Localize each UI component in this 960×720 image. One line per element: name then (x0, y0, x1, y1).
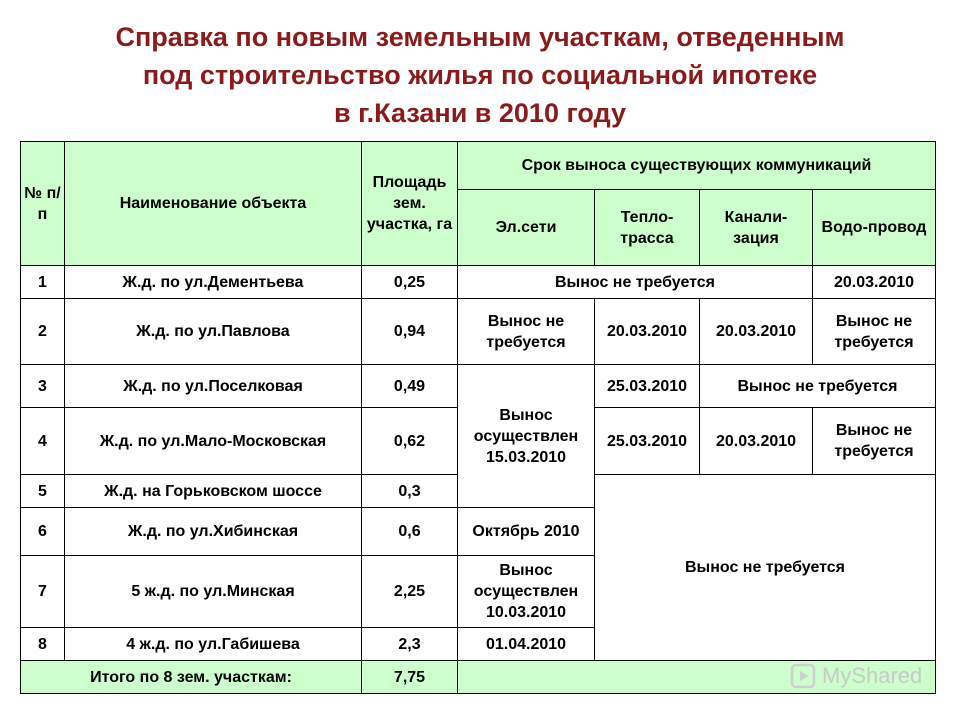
row-el: 01.04.2010 (458, 628, 595, 661)
row-water: Вынос не требуется (813, 408, 936, 475)
row-num: 6 (21, 508, 65, 556)
table-row (21, 299, 936, 365)
row-name: Ж.д. по ул.Павлова (65, 299, 362, 365)
row-water: 20.03.2010 (813, 266, 936, 299)
row-num: 5 (21, 475, 65, 508)
row-sewer: 20.03.2010 (700, 299, 813, 365)
header-name: Наименование объекта (65, 142, 362, 266)
title-line-3: в г.Казани в 2010 году (334, 98, 626, 128)
row-num: 1 (21, 266, 65, 299)
row-el: Вынос осуществлен 10.03.2010 (458, 556, 595, 628)
watermark (790, 661, 922, 691)
row-area: 2,25 (362, 556, 458, 628)
header-num: № п/п (21, 142, 65, 266)
row-area: 0,25 (362, 266, 458, 299)
row-num: 7 (21, 556, 65, 628)
row-name: Ж.д. по ул.Хибинская (65, 508, 362, 556)
row-area: 0,62 (362, 408, 458, 475)
row-water: Вынос не требуется (813, 299, 936, 365)
myshared-logo-icon (790, 663, 816, 689)
row-sewer-water: Вынос не требуется (700, 365, 936, 408)
row-area: 0,6 (362, 508, 458, 556)
row-num: 8 (21, 628, 65, 661)
title-line-2: под строительство жилья по социальной ипотеке (142, 60, 818, 90)
title-line-1: Справка по новым земельным участкам, отведенным (115, 22, 845, 52)
header-group: Срок выноса существующих коммуникаций (458, 142, 936, 190)
row-num: 2 (21, 299, 65, 365)
row-area: 0,49 (362, 365, 458, 408)
row-area: 2,3 (362, 628, 458, 661)
row-name: Ж.д. по ул.Дементьева (65, 266, 362, 299)
table-row (21, 365, 936, 408)
header-heat: Тепло-трасса (595, 190, 700, 266)
row-num: 4 (21, 408, 65, 475)
row-heat: 25.03.2010 (595, 365, 700, 408)
merged-status-rows-5-8: Вынос не требуется (595, 475, 936, 661)
row-name: 4 ж.д. по ул.Габишева (65, 628, 362, 661)
row-num: 3 (21, 365, 65, 408)
total-value: 7,75 (362, 661, 458, 694)
header-sewer: Канали-зация (700, 190, 813, 266)
row-name: 5 ж.д. по ул.Минская (65, 556, 362, 628)
row-name: Ж.д. по ул.Мало-Московская (65, 408, 362, 475)
row-merged-status: Вынос не требуется (458, 266, 813, 299)
page-title (0, 18, 960, 132)
header-el: Эл.сети (458, 190, 595, 266)
watermark-text: MyShared (822, 663, 923, 688)
header-water: Водо-провод (813, 190, 936, 266)
total-label: Итого по 8 зем. участкам: (21, 661, 362, 694)
header-area: Площадь зем. участка, га (362, 142, 458, 266)
row-sewer: 20.03.2010 (700, 408, 813, 475)
table-row (21, 266, 936, 299)
row-heat: 25.03.2010 (595, 408, 700, 475)
row-el: Октябрь 2010 (458, 508, 595, 556)
row-area: 0,3 (362, 475, 458, 508)
land-plots-table (20, 141, 936, 694)
row-area: 0,94 (362, 299, 458, 365)
row-name: Ж.д. по ул.Поселковая (65, 365, 362, 408)
row-heat: 20.03.2010 (595, 299, 700, 365)
merged-el-status: Вынос осуществлен 15.03.2010 (458, 365, 595, 508)
row-el: Вынос не требуется (458, 299, 595, 365)
row-name: Ж.д. на Горьковском шоссе (65, 475, 362, 508)
